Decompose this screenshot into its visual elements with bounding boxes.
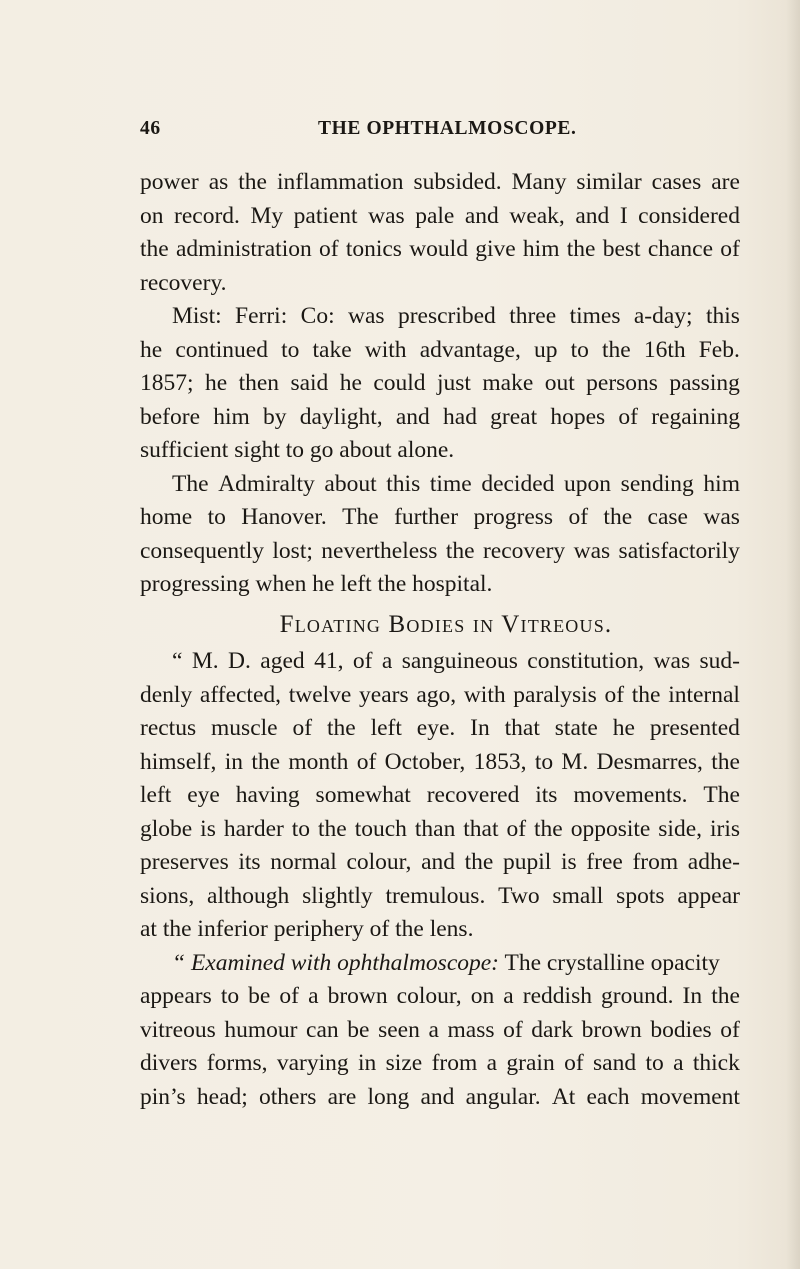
running-title: THE OPHTHALMOSCOPE. [318, 118, 577, 139]
text-line: Mist: Ferri: Co: was prescribed three times a-day; this [172, 303, 740, 329]
text-line: on record. My patient was pale and weak, and I considered [140, 202, 740, 229]
text-line: at the inferior periphery of the lens. [140, 916, 474, 942]
section-heading: Floating Bodies in Vitreous. [279, 610, 613, 638]
text-line: appears to be of a brown colour, on a reddish ground. In the [140, 983, 740, 1009]
text-line: himself, in the month of October, 1853, to M. Desmarres, the [140, 748, 740, 775]
text-line: rectus muscle of the left eye. In that state he presented [140, 715, 740, 741]
text-line: before him by daylight, and had great hopes of regaining [140, 403, 740, 430]
text-line: consequently lost; nevertheless the recovery was satisfactorily [140, 537, 740, 564]
text-line: denly affected, twelve years ago, with paralysis of the internal [140, 681, 740, 708]
italic-phrase: “ Examined with ophthalmoscope: [172, 949, 500, 976]
text-line: vitreous humour can be seen a mass of dark brown bodies of [140, 1016, 740, 1043]
text-line [140, 947, 740, 981]
text-line: pin’s head; others are long and angular. At each movement [140, 1083, 740, 1110]
text-line: he continued to take with advantage, up to the 16th Feb. [140, 336, 740, 363]
text-fragment: The crystalline opacity [499, 949, 720, 976]
text-line: “ M. D. aged 41, of a sanguineous constitution, was sud- [172, 648, 740, 674]
text-line: the administration of tonics would give him the best chance of [140, 236, 740, 262]
text-line: left eye having somewhat recovered its movements. The [140, 782, 740, 808]
page-edge-shadow [786, 0, 800, 1269]
page-number: 46 [140, 118, 161, 139]
body-text [140, 166, 740, 1114]
text-line: progressing when he left the hospital. [140, 571, 493, 597]
text-line: recovery. [140, 269, 227, 296]
text-line: 1857; he then said he could just make out persons passing [140, 370, 740, 396]
text-line: divers forms, varying in size from a grain of sand to a thick [140, 1050, 740, 1076]
running-head [140, 118, 700, 148]
text-line: sufficient sight to go about alone. [140, 437, 455, 463]
text-line: globe is harder to the touch than that of the opposite side, iris [140, 815, 740, 842]
text-line: The Admiralty about this time decided upon sending him [172, 470, 740, 497]
text-line: sions, although slightly tremulous. Two small spots appear [140, 882, 740, 909]
text-line: preserves its normal colour, and the pupil is free from adhe- [140, 849, 740, 875]
text-line: power as the inflammation subsided. Many similar cases are [140, 169, 740, 195]
text-line: home to Hanover. The further progress of the case was [140, 504, 740, 530]
